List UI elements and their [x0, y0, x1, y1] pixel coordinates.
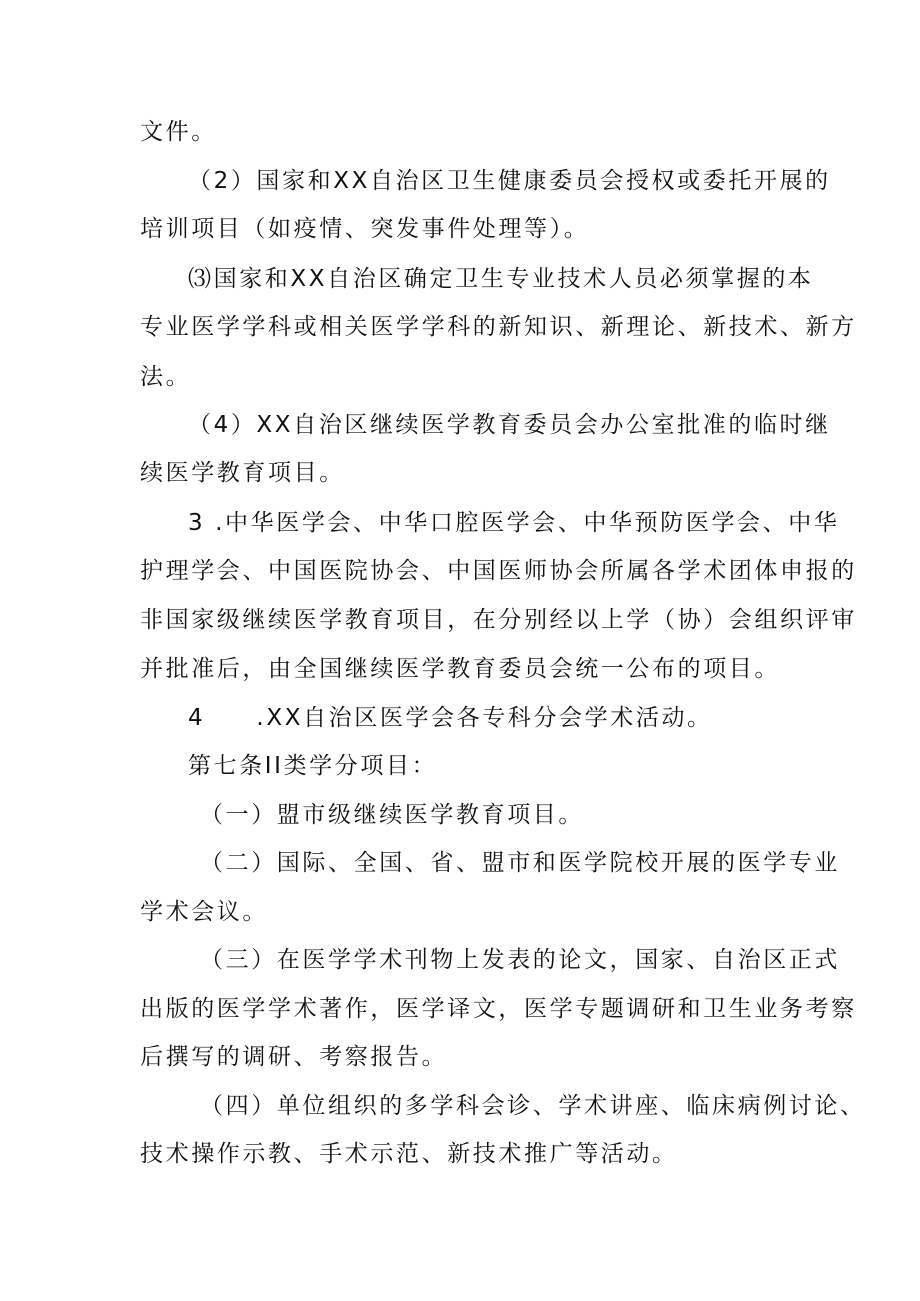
item-2-line-2: 培训项目（如疫情、突发事件处理等）。: [140, 216, 590, 242]
category-2-item-3-line-3: 后撰写的调研、考察报告。: [140, 1044, 448, 1070]
section-3-line-2: 护理学会、中国医院协会、中国医师协会所属各学术团体申报的: [140, 558, 857, 584]
item-4-line-1: （4）XX自治区继续医学教育委员会办公室批准的临时继: [188, 412, 831, 438]
article-7-heading: 第七条II类学分项目：: [188, 753, 438, 779]
category-2-item-2-line-1: （二）国际、全国、省、盟市和医学院校开展的医学专业: [200, 850, 840, 876]
section-3-line-3: 非国家级继续医学教育项目，在分别经以上学（协）会组织评审: [140, 607, 857, 633]
category-2-item-2-line-2: 学术会议。: [140, 899, 268, 925]
category-2-item-4-line-1: （四）单位组织的多学科会诊、学术讲座、临床病例讨论、: [200, 1093, 866, 1119]
item-2-line-1: （2）国家和XX自治区卫生健康委员会授权或委托开展的: [188, 168, 831, 194]
section-3-line-1: 3 .中华医学会、中华口腔医学会、中华预防医学会、中华: [188, 510, 840, 536]
category-2-item-3-line-2: 出版的医学学术著作，医学译文，医学专题调研和卫生业务考察: [140, 996, 857, 1022]
item-3-line-3: 法。: [140, 364, 192, 390]
category-2-item-4-line-2: 技术操作示教、手术示范、新技术推广等活动。: [140, 1141, 678, 1167]
section-3-line-4: 并批准后，由全国继续医学教育委员会统一公布的项目。: [140, 656, 780, 682]
category-2-item-1: （一）盟市级继续医学教育项目。: [200, 802, 584, 828]
section-4-line: 4 .XX自治区医学会各专科分会学术活动。: [188, 705, 713, 731]
item-3-line-2: 专业医学学科或相关医学学科的新知识、新理论、新技术、新方: [140, 314, 857, 340]
category-2-item-3-line-1: （三）在医学学术刊物上发表的论文，国家、自治区正式: [200, 947, 840, 973]
text-line-continuation: 文件。: [140, 119, 217, 145]
item-3-line-1: ⑶国家和XX自治区确定卫生专业技术人员必须掌握的本: [188, 266, 814, 292]
item-4-line-2: 续医学教育项目。: [140, 460, 345, 486]
